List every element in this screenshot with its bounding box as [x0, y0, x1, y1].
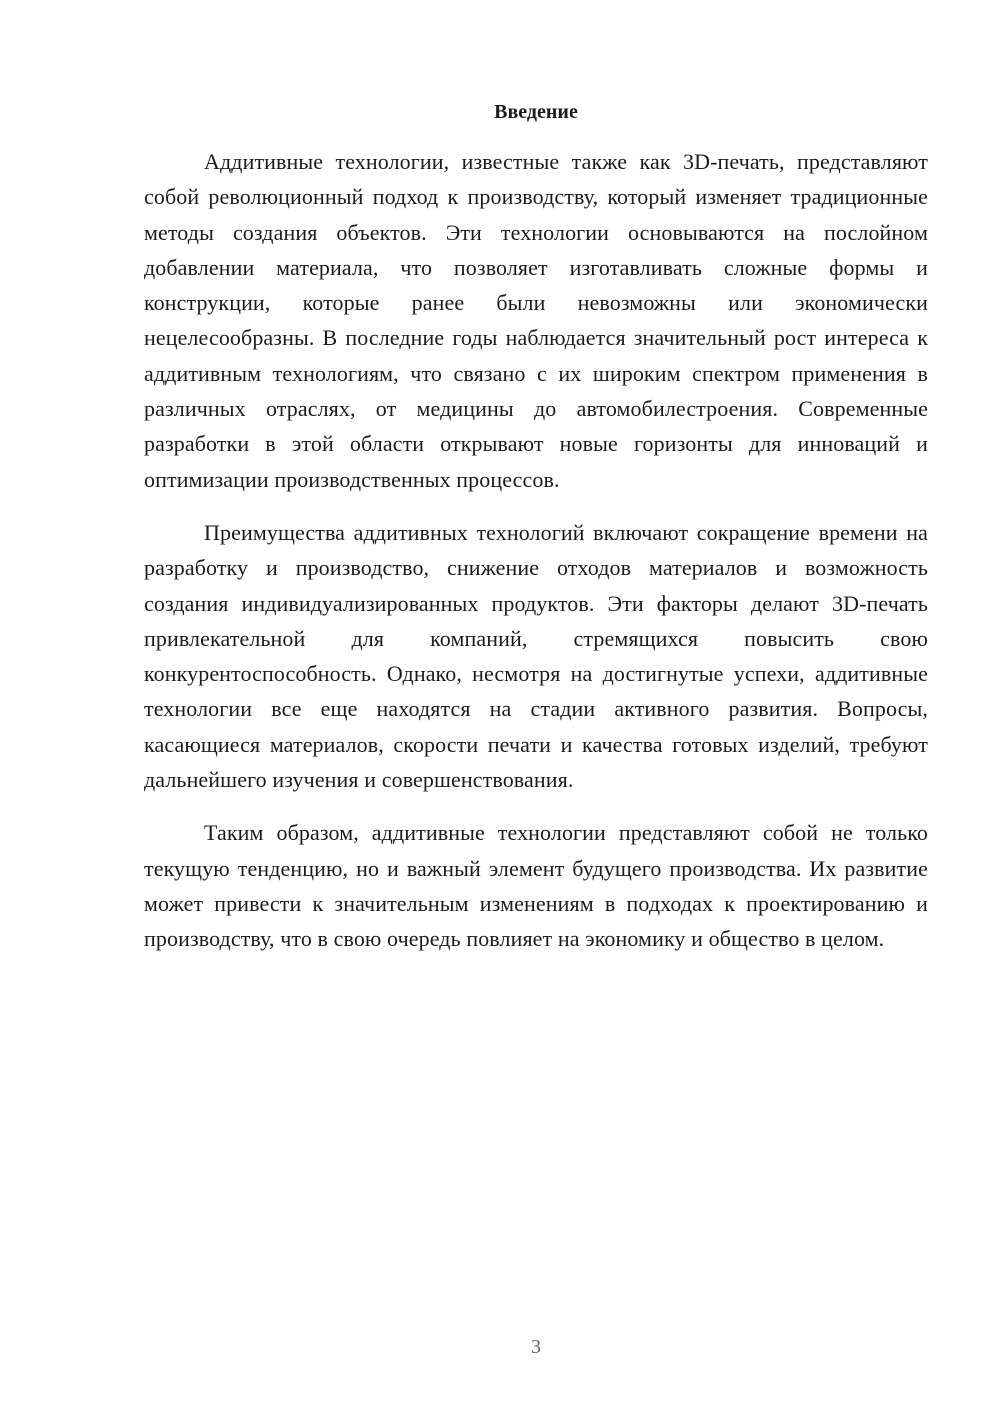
document-body	[144, 144, 928, 957]
paragraph-intro: Аддитивные технологии, известные также как 3D-печать, представляют собой революционный подход к производству, который изменяет традиционные методы создания объектов. Эти технологии основываются на послойном добавлении материала, что позволяет изготавливать сложные формы и конструкции, которые ранее были невозможны или экономически нецелесообразны. В последние годы наблюдается значительный рост интереса к аддитивным технологиям, что связано с их широким спектром применения в различных отраслях, от медицины до автомобилестроения. Современные разработки в этой области открывают новые горизонты для инноваций и оптимизации производственных процессов.	[144, 149, 928, 492]
page-title: Введение	[494, 101, 578, 123]
paragraph-advantages: Преимущества аддитивных технологий включают сокращение времени на разработку и производство, снижение отходов материалов и возможность создания индивидуализированных продуктов. Эти факторы делают 3D-печать привлекательной для компаний, стремящихся повысить свою конкурентоспособность. Однако, несмотря на достигнутые успехи, аддитивные технологии все еще находятся на стадии активного развития. Вопросы, касающиеся материалов, скорости печати и качества готовых изделий, требуют дальнейшего изучения и совершенствования.	[144, 519, 928, 793]
page-number: 3	[531, 1336, 541, 1358]
paragraph-conclusion: Таким образом, аддитивные технологии представляют собой не только текущую тенденцию, но и важный элемент будущего производства. Их развитие может привести к значительным изменениям в подходах к проектированию и производству, что в свою очередь повлияет на экономику и общество в целом.	[144, 820, 928, 952]
